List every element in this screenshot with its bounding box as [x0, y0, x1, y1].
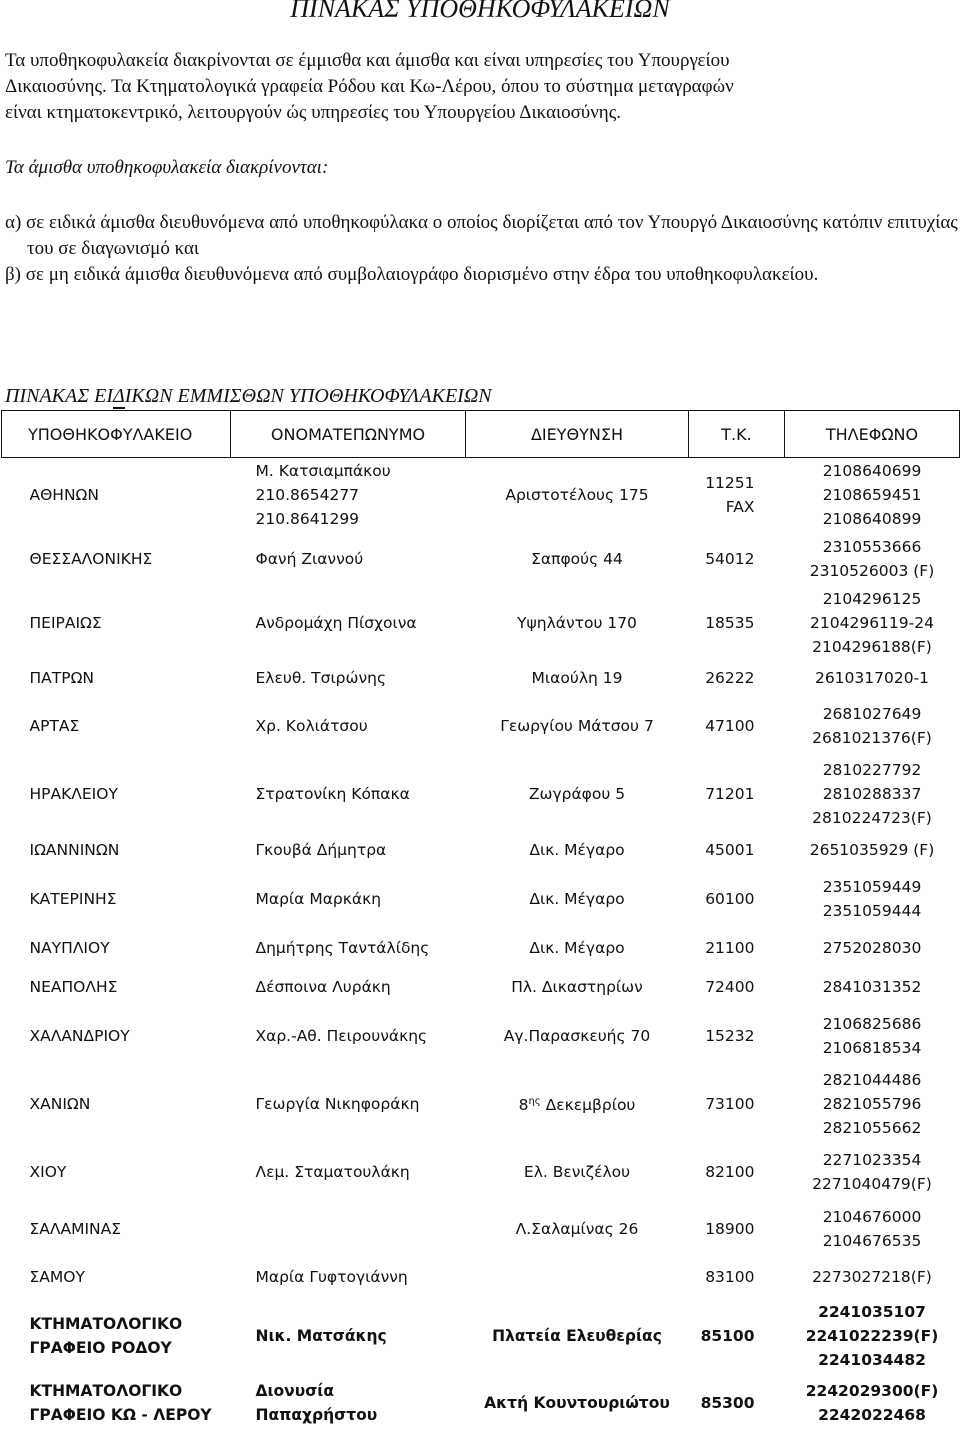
- address-street-name: Δεκεμβρίου: [540, 1096, 636, 1114]
- table-row: [2, 586, 960, 661]
- address-cell: [466, 1375, 689, 1431]
- list-item-a: α) σε ειδικά άμισθα διευθυνόμενα από υποθηκοφύλακα ο οποίος διορίζεται από τον Υπουργό Δικαιοσύνης κατόπιν επιτυχίας του σε διαγωνισμό και: [5, 212, 958, 259]
- phone-cell-line: 2104296119-24: [810, 614, 934, 632]
- name-cell-line: Χρ. Κολιάτσου: [255, 716, 368, 735]
- zip-cell: [689, 831, 785, 869]
- address-cell: [466, 869, 689, 929]
- name-cell-line: Παπαχρήστου: [255, 1405, 378, 1424]
- phone-cell: [785, 869, 960, 929]
- phone-cell: [785, 1007, 960, 1065]
- name-cell-line: Γκουβά Δήμητρα: [255, 840, 387, 859]
- header-phone: ΤΗΛΕΦΩΝΟ: [785, 411, 960, 458]
- table-row: [2, 1375, 960, 1431]
- name-cell: [231, 1257, 466, 1297]
- zip-cell-line: 73100: [705, 1094, 755, 1113]
- address-cell: [466, 1201, 689, 1257]
- name-cell: [231, 1297, 466, 1375]
- phone-cell-line: 2810288337: [822, 784, 922, 803]
- address-cell: [466, 695, 689, 757]
- name-cell: [231, 1007, 466, 1065]
- phone-cell-line: 2752028030: [822, 938, 922, 957]
- office-cell: [2, 1297, 231, 1375]
- phone-cell-line: 2821055662: [822, 1118, 922, 1137]
- phone-cell: [785, 661, 960, 695]
- address-cell: [466, 1143, 689, 1201]
- name-cell: [231, 1143, 466, 1201]
- address-cell: [466, 929, 689, 967]
- zip-cell: [689, 1143, 785, 1201]
- table-row: [2, 1007, 960, 1065]
- table-row: [2, 1143, 960, 1201]
- phone-cell: [785, 1257, 960, 1297]
- zip-cell: [689, 661, 785, 695]
- zip-cell-line: 11251: [705, 473, 755, 492]
- table-row: [2, 929, 960, 967]
- zip-cell-line: 54012: [705, 549, 755, 568]
- phone-cell-line: 2821044486: [822, 1070, 922, 1089]
- office-cell-line: ΚΑΤΕΡΙΝΗΣ: [29, 889, 117, 908]
- phone-cell-line: 2310553666: [822, 537, 922, 556]
- phone-cell-line: 2841031352: [822, 977, 922, 996]
- header-name: ΟΝΟΜΑΤΕΠΩΝΥΜΟ: [231, 411, 466, 458]
- phone-cell-line: 2271040479(F): [812, 1174, 932, 1193]
- zip-cell: [689, 1065, 785, 1143]
- table-row: [2, 458, 960, 532]
- zip-cell-line: 85100: [700, 1326, 755, 1345]
- name-cell-line: Διονυσία: [255, 1381, 334, 1400]
- phone-cell-line: 2810224723(F): [812, 808, 932, 827]
- address-ordinal-number: 8: [518, 1096, 529, 1114]
- name-cell-line: Μαρία Γυφτογιάννη: [255, 1267, 408, 1286]
- header-address: ΔΙΕΥΘΥΝΣΗ: [466, 411, 689, 458]
- phone-cell-line: 2241034482: [818, 1350, 926, 1369]
- zip-cell-line: 71201: [705, 784, 755, 803]
- address-cell-line: Γεωργίου Μάτσου 7: [500, 716, 654, 735]
- phone-cell: [785, 695, 960, 757]
- zip-cell-line: FAX: [725, 497, 755, 516]
- name-cell: [231, 1375, 466, 1431]
- address-cell-line: Αγ.Παρασκευής 70: [503, 1026, 651, 1045]
- zip-cell-line: 85300: [700, 1393, 755, 1412]
- address-ordinal-suffix: ης: [528, 1096, 541, 1107]
- phone-cell-line: 2104296125: [822, 590, 922, 608]
- office-cell-line: ΗΡΑΚΛΕΙΟΥ: [29, 784, 118, 803]
- phone-cell: [785, 929, 960, 967]
- header-zip: Τ.Κ.: [689, 411, 785, 458]
- office-cell-line: ΠΕΙΡΑΙΩΣ: [29, 614, 102, 632]
- address-cell-line: Ακτή Κουντουριώτου: [484, 1393, 670, 1412]
- office-cell-line: ΠΑΤΡΩΝ: [29, 668, 95, 687]
- address-cell-line: [466, 1090, 689, 1117]
- office-cell: [2, 1007, 231, 1065]
- phone-cell-line: 2106825686: [822, 1014, 922, 1033]
- zip-cell-line: 18535: [705, 614, 755, 632]
- office-cell: [2, 869, 231, 929]
- name-cell-line: Λεμ. Σταματουλάκη: [255, 1162, 410, 1181]
- phone-cell: [785, 458, 960, 532]
- document-title: ΠΙΝΑΚΑΣ ΥΠΟΘΗΚΟΦΥΛΑΚΕΙΩΝ: [290, 0, 670, 23]
- phone-cell-line: 2104676000: [822, 1207, 922, 1226]
- table-header-row: [2, 411, 960, 458]
- zip-cell-line: 82100: [705, 1162, 755, 1181]
- office-cell-line: ΑΘΗΝΩΝ: [29, 485, 99, 504]
- address-cell: [466, 1257, 689, 1297]
- subheading: Τα άμισθα υποθηκοφυλακεία διακρίνονται:: [5, 157, 329, 178]
- address-cell-line: Λ.Σαλαμίνας 26: [515, 1219, 639, 1238]
- phone-cell-line: 2681027649: [822, 704, 922, 723]
- office-cell: [2, 458, 231, 532]
- office-cell-line: ΓΡΑΦΕΙΟ ΡΟΔΟΥ: [29, 1338, 172, 1357]
- office-cell-line: ΘΕΣΣΑΛΟΝΙΚΗΣ: [29, 549, 153, 568]
- zip-cell: [689, 695, 785, 757]
- offices-table: [1, 410, 960, 1431]
- office-cell-line: ΚΤΗΜΑΤΟΛΟΓΙΚΟ: [29, 1314, 183, 1333]
- address-cell-line: Πλ. Δικαστηρίων: [511, 977, 643, 996]
- address-cell: [466, 757, 689, 831]
- zip-cell: [689, 458, 785, 532]
- phone-cell: [785, 1375, 960, 1431]
- name-cell-line: Φανή Ζιαννού: [255, 549, 364, 568]
- office-cell-line: ΑΡΤΑΣ: [29, 716, 80, 735]
- phone-cell-line: 2104296188(F): [812, 638, 932, 656]
- phone-cell: [785, 1065, 960, 1143]
- address-cell-line: Μιαούλη 19: [531, 668, 623, 687]
- phone-cell-line: 2810227792: [822, 760, 922, 779]
- zip-cell: [689, 967, 785, 1007]
- phone-cell-line: 2821055796: [822, 1094, 922, 1113]
- office-cell: [2, 929, 231, 967]
- office-cell: [2, 661, 231, 695]
- table-title: [5, 381, 492, 411]
- phone-cell-line: 2681021376(F): [812, 728, 932, 747]
- phone-cell-line: 2273027218(F): [812, 1267, 932, 1286]
- name-cell-line: Ανδρομάχη Πίσχοινα: [255, 614, 417, 632]
- name-cell: [231, 757, 466, 831]
- name-cell: [231, 661, 466, 695]
- name-cell: [231, 532, 466, 586]
- phone-cell-line: 2108640699: [822, 461, 922, 480]
- phone-cell-line: 2351059444: [822, 901, 922, 920]
- name-cell-line: 210.8641299: [255, 509, 360, 528]
- zip-cell-line: 18900: [705, 1219, 755, 1238]
- zip-cell-line: 45001: [705, 840, 755, 859]
- address-cell: [466, 458, 689, 532]
- phone-cell: [785, 532, 960, 586]
- name-cell-line: Μαρία Μαρκάκη: [255, 889, 382, 908]
- phone-cell-line: 2106818534: [822, 1038, 922, 1057]
- office-cell-line: ΣΑΜΟΥ: [29, 1267, 85, 1286]
- name-cell: [231, 869, 466, 929]
- table-title-prefix: ΠΙΝΑΚΑΣ ΕΙ: [5, 385, 113, 407]
- zip-cell-line: 15232: [705, 1026, 755, 1045]
- address-cell: [466, 1065, 689, 1143]
- name-cell-line: 210.8654277: [255, 485, 360, 504]
- name-cell: [231, 967, 466, 1007]
- zip-cell: [689, 929, 785, 967]
- name-cell-line: Μ. Κατσιαμπάκου: [255, 461, 391, 480]
- intro-line-2: Δικαιοσύνης. Τα Κτηματολογικά γραφεία Ρόδου και Κω-Λέρου, όπου το σύστημα μεταγραφών: [5, 76, 734, 97]
- phone-cell-line: 2242029300(F): [805, 1381, 939, 1400]
- header-office: ΥΠΟΘΗΚΟΦΥΛΑΚΕΙΟ: [2, 411, 231, 458]
- phone-cell-line: 2241035107: [818, 1302, 926, 1321]
- phone-cell-line: 2241022239(F): [805, 1326, 939, 1345]
- zip-cell: [689, 1201, 785, 1257]
- table-title-underlined: Δ: [112, 385, 125, 407]
- address-cell: [466, 586, 689, 661]
- office-cell: [2, 695, 231, 757]
- office-cell: [2, 1065, 231, 1143]
- office-cell: [2, 1257, 231, 1297]
- list-item-b: β) σε μη ειδικά άμισθα διευθυνόμενα από συμβολαιογράφο διορισμένο στην έδρα του υποθηκοφυλακείου.: [5, 264, 819, 285]
- zip-cell: [689, 1375, 785, 1431]
- name-cell-line: Χαρ.-Αθ. Πειρουνάκης: [255, 1026, 428, 1045]
- name-cell: [231, 695, 466, 757]
- phone-cell-line: 2271023354: [822, 1150, 922, 1169]
- phone-cell: [785, 757, 960, 831]
- name-cell-line: Νικ. Ματσάκης: [255, 1326, 387, 1345]
- phone-cell-line: 2104676535: [822, 1231, 922, 1250]
- phone-cell-line: 2351059449: [822, 877, 922, 896]
- zip-cell: [689, 869, 785, 929]
- intro-line-1: Τα υποθηκοφυλακεία διακρίνονται σε έμμισθα και άμισθα και είναι υπηρεσίες του Υπουργείου: [5, 50, 730, 71]
- phone-cell: [785, 1297, 960, 1375]
- name-cell: [231, 929, 466, 967]
- name-cell-line: Ελευθ. Τσιρώνης: [255, 668, 387, 687]
- zip-cell-line: 21100: [705, 938, 755, 957]
- table-row: [2, 532, 960, 586]
- zip-cell-line: 83100: [705, 1267, 755, 1286]
- office-cell-line: ΝΕΑΠΟΛΗΣ: [29, 977, 118, 996]
- address-cell: [466, 967, 689, 1007]
- name-cell: [231, 458, 466, 532]
- address-cell-line: Ζωγράφου 5: [528, 784, 626, 803]
- name-cell-line: Δέσποινα Λυράκη: [255, 977, 391, 996]
- phone-cell: [785, 831, 960, 869]
- office-cell-line: ΝΑΥΠΛΙΟΥ: [29, 938, 110, 957]
- address-cell-line: Δικ. Μέγαρο: [529, 938, 625, 957]
- office-cell: [2, 757, 231, 831]
- office-cell: [2, 831, 231, 869]
- zip-cell-line: 60100: [705, 889, 755, 908]
- table-row: [2, 757, 960, 831]
- address-cell-line: Πλατεία Ελευθερίας: [492, 1326, 662, 1345]
- name-cell: [231, 1065, 466, 1143]
- address-cell-line: Δικ. Μέγαρο: [529, 840, 625, 859]
- address-cell: [466, 831, 689, 869]
- intro-line-3: είναι κτηματοκεντρικό, λειτουργούν ώς υπηρεσίες του Υπουργείου Δικαιοσύνης.: [5, 102, 622, 123]
- table-title-suffix: ΙΚΩΝ ΕΜΜΙΣΘΩΝ ΥΠΟΘΗΚΟΦΥΛΑΚΕΙΩΝ: [124, 385, 492, 407]
- phone-cell: [785, 967, 960, 1007]
- office-cell-line: ΧΙΟΥ: [29, 1162, 67, 1181]
- office-cell: [2, 586, 231, 661]
- table-row: [2, 1257, 960, 1297]
- phone-cell-line: 2651035929 (F): [809, 840, 935, 859]
- table-row: [2, 1297, 960, 1375]
- name-cell: [231, 831, 466, 869]
- zip-cell: [689, 757, 785, 831]
- table-row: [2, 695, 960, 757]
- zip-cell-line: 72400: [705, 977, 755, 996]
- office-cell-line: ΓΡΑΦΕΙΟ ΚΩ - ΛΕΡΟΥ: [29, 1405, 212, 1424]
- phone-cell-line: 2242022468: [818, 1405, 926, 1424]
- phone-cell-line: 2108659451: [822, 485, 922, 504]
- name-cell-line: Γεωργία Νικηφοράκη: [255, 1094, 420, 1113]
- address-cell: [466, 1297, 689, 1375]
- zip-cell: [689, 532, 785, 586]
- zip-cell-line: 26222: [705, 668, 755, 687]
- office-cell-line: ΧΑΝΙΩΝ: [29, 1094, 91, 1113]
- office-cell: [2, 1143, 231, 1201]
- name-cell: [231, 586, 466, 661]
- name-cell-line: Δημήτρης Ταντάλίδης: [255, 938, 430, 957]
- office-cell: [2, 967, 231, 1007]
- table-row: [2, 869, 960, 929]
- phone-cell-line: 2310526003 (F): [809, 561, 935, 580]
- zip-cell-line: 47100: [705, 716, 755, 735]
- office-cell-line: ΚΤΗΜΑΤΟΛΟΓΙΚΟ: [29, 1381, 183, 1400]
- address-cell-line: Ελ. Βενιζέλου: [523, 1162, 631, 1181]
- address-cell: [466, 532, 689, 586]
- office-cell: [2, 1375, 231, 1431]
- table-row: [2, 967, 960, 1007]
- office-cell: [2, 1201, 231, 1257]
- phone-cell: [785, 586, 960, 661]
- address-cell-line: Δικ. Μέγαρο: [529, 889, 625, 908]
- address-cell-line: Αριστοτέλους 175: [505, 485, 649, 504]
- table-row: [2, 1201, 960, 1257]
- phone-cell: [785, 1201, 960, 1257]
- name-cell: [231, 1201, 466, 1257]
- address-cell: [466, 1007, 689, 1065]
- phone-cell: [785, 1143, 960, 1201]
- table-row: [2, 1065, 960, 1143]
- office-cell-line: ΧΑΛΑΝΔΡΙΟΥ: [29, 1026, 130, 1045]
- table-body: [2, 458, 960, 1431]
- phone-cell-line: 2610317020-1: [814, 668, 930, 687]
- name-cell-line: Στρατονίκη Κόπακα: [255, 784, 410, 803]
- phone-cell-line: 2108640899: [822, 509, 922, 528]
- address-cell-line: Υψηλάντου 170: [517, 614, 637, 632]
- zip-cell: [689, 1257, 785, 1297]
- zip-cell: [689, 586, 785, 661]
- zip-cell: [689, 1297, 785, 1375]
- zip-cell: [689, 1007, 785, 1065]
- office-cell-line: ΣΑΛΑΜΙΝΑΣ: [29, 1219, 122, 1238]
- table-row: [2, 661, 960, 695]
- office-cell-line: ΙΩΑΝΝΙΝΩΝ: [29, 840, 120, 859]
- address-cell: [466, 661, 689, 695]
- office-cell: [2, 532, 231, 586]
- address-cell-line: Σαπφούς 44: [531, 549, 623, 568]
- table-row: [2, 831, 960, 869]
